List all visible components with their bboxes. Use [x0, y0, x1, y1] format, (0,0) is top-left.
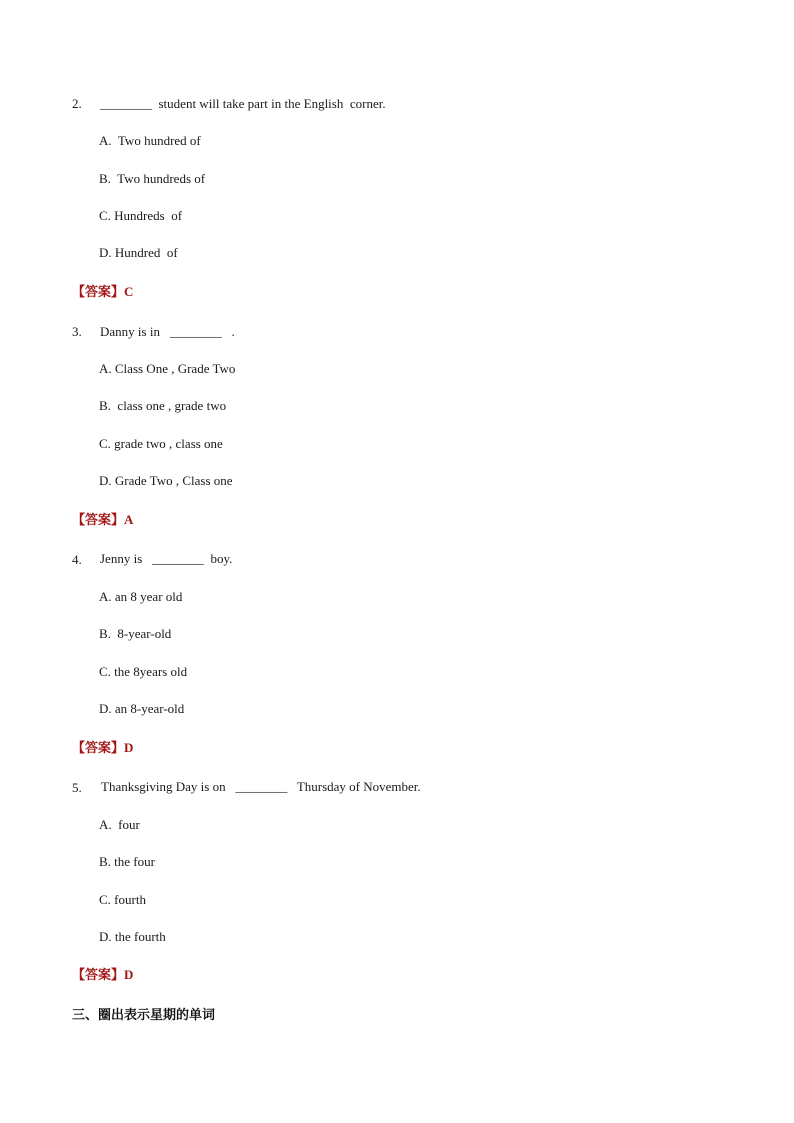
option-a: A. an 8 year old — [99, 589, 183, 604]
question-number: 5. — [72, 780, 82, 795]
option-c: C. Hundreds of — [99, 208, 183, 223]
section-heading: 三、圈出表示星期的单词 — [72, 1008, 216, 1023]
answer-label: 【答案】A — [72, 512, 134, 527]
answer-label: 【答案】C — [72, 284, 134, 299]
option-a: A. Two hundred of — [99, 133, 201, 148]
question-stem: Jenny is ________ boy. — [100, 551, 233, 566]
question-number: 2. — [72, 96, 82, 111]
option-c: C. grade two , class one — [99, 436, 223, 451]
option-c: C. fourth — [99, 892, 146, 907]
option-d: D. an 8-year-old — [99, 701, 185, 716]
question-stem: Thanksgiving Day is on ________ Thursday of November. — [101, 779, 421, 794]
option-a: A. four — [99, 817, 140, 832]
option-b: B. Two hundreds of — [99, 171, 206, 186]
option-d: D. the fourth — [99, 929, 166, 944]
option-b: B. the four — [99, 854, 155, 869]
option-c: C. the 8years old — [99, 664, 188, 679]
option-b: B. 8-year-old — [99, 626, 172, 641]
option-d: D. Hundred of — [99, 245, 178, 260]
option-a: A. Class One , Grade Two — [99, 361, 236, 376]
question-number: 4. — [72, 552, 82, 567]
question-stem: ________ student will take part in the English corner. — [100, 96, 386, 111]
answer-label: 【答案】D — [72, 740, 134, 755]
question-number: 3. — [72, 324, 82, 339]
option-d: D. Grade Two , Class one — [99, 473, 233, 488]
answer-label: 【答案】D — [72, 967, 134, 982]
question-stem: Danny is in ________ . — [100, 324, 235, 339]
option-b: B. class one , grade two — [99, 398, 227, 413]
